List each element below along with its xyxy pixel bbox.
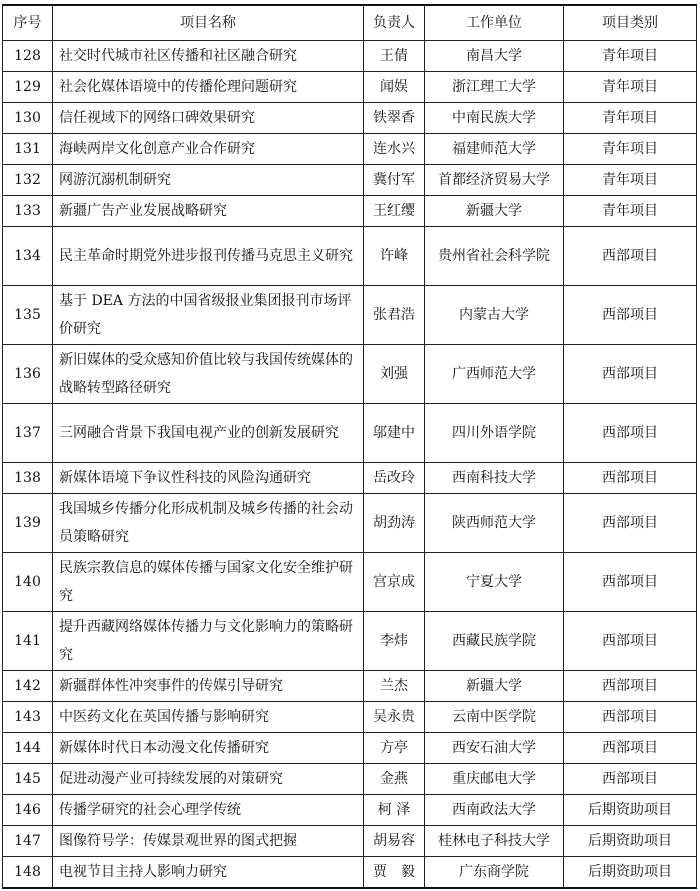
table-row: [3, 41, 697, 72]
row-num: 141: [3, 612, 53, 671]
row-unit: 桂林电子科技大学: [425, 826, 564, 857]
table-row: [3, 463, 697, 494]
row-unit: 中南民族大学: [425, 103, 564, 134]
row-unit: 西南政法大学: [425, 795, 564, 826]
row-unit: 重庆邮电大学: [425, 764, 564, 795]
table-row: [3, 553, 697, 612]
row-num: 139: [3, 494, 53, 553]
row-title: 三网融合背景下我国电视产业的创新发展研究: [53, 404, 364, 463]
table-row: [3, 134, 697, 165]
table-header: [3, 5, 697, 41]
row-unit: 陕西师范大学: [425, 494, 564, 553]
row-unit: 广西师范大学: [425, 345, 564, 404]
row-unit: 广东商学院: [425, 857, 564, 888]
row-person: 刘强: [364, 345, 425, 404]
row-unit: 宁夏大学: [425, 553, 564, 612]
header-person: 负责人: [364, 5, 425, 41]
row-title: 中医药文化在英国传播与影响研究: [53, 702, 364, 733]
row-person: 冀付军: [364, 165, 425, 196]
row-unit: 贵州省社会科学院: [425, 227, 564, 286]
row-category: 青年项目: [564, 196, 697, 227]
row-person: 王红缨: [364, 196, 425, 227]
row-num: 132: [3, 165, 53, 196]
row-num: 145: [3, 764, 53, 795]
table-row: [3, 702, 697, 733]
row-num: 136: [3, 345, 53, 404]
header-unit: 工作单位: [425, 5, 564, 41]
row-category: 青年项目: [564, 41, 697, 72]
table-row: [3, 612, 697, 671]
row-category: 西部项目: [564, 612, 697, 671]
table-body: [3, 41, 697, 888]
row-unit: 四川外语学院: [425, 404, 564, 463]
row-num: 134: [3, 227, 53, 286]
row-person: 连水兴: [364, 134, 425, 165]
row-num: 137: [3, 404, 53, 463]
row-title: 网游沉溺机制研究: [53, 165, 364, 196]
row-unit: 南昌大学: [425, 41, 564, 72]
row-person: 铁翠香: [364, 103, 425, 134]
row-unit: 新疆大学: [425, 196, 564, 227]
row-category: 西部项目: [564, 404, 697, 463]
row-person: 宫京成: [364, 553, 425, 612]
row-category: 西部项目: [564, 286, 697, 345]
row-person: 方亭: [364, 733, 425, 764]
row-title: 信任视域下的网络口碑效果研究: [53, 103, 364, 134]
row-category: 青年项目: [564, 103, 697, 134]
row-num: 133: [3, 196, 53, 227]
row-category: 西部项目: [564, 345, 697, 404]
row-title: 社会化媒体语境中的传播伦理问题研究: [53, 72, 364, 103]
row-person: 胡劲涛: [364, 494, 425, 553]
row-unit: 西安石油大学: [425, 733, 564, 764]
row-num: 142: [3, 671, 53, 702]
row-title: 新疆群体性冲突事件的传媒引导研究: [53, 671, 364, 702]
table-row: [3, 72, 697, 103]
table-row: [3, 286, 697, 345]
row-category: 西部项目: [564, 764, 697, 795]
row-num: 135: [3, 286, 53, 345]
row-title: 社交时代城市社区传播和社区融合研究: [53, 41, 364, 72]
row-person: 李炜: [364, 612, 425, 671]
row-unit: 云南中医学院: [425, 702, 564, 733]
row-category: 西部项目: [564, 494, 697, 553]
row-title: 促进动漫产业可持续发展的对策研究: [53, 764, 364, 795]
row-category: 后期资助项目: [564, 795, 697, 826]
row-num: 146: [3, 795, 53, 826]
table-row: [3, 227, 697, 286]
table-row: [3, 196, 697, 227]
row-person: 贾 毅: [364, 857, 425, 888]
row-title: 基于 DEA 方法的中国省级报业集团报刊市场评价研究: [53, 286, 364, 345]
row-title: 新疆广告产业发展战略研究: [53, 196, 364, 227]
table-row: [3, 494, 697, 553]
row-person: 金燕: [364, 764, 425, 795]
row-person: 胡易容: [364, 826, 425, 857]
table-row: [3, 826, 697, 857]
row-person: 邬建中: [364, 404, 425, 463]
row-title: 图像符号学：传媒景观世界的图式把握: [53, 826, 364, 857]
row-unit: 新疆大学: [425, 671, 564, 702]
row-title: 民主革命时期党外进步报刊传播马克思主义研究: [53, 227, 364, 286]
row-person: 柯 泽: [364, 795, 425, 826]
row-title: 电视节目主持人影响力研究: [53, 857, 364, 888]
row-title: 传播学研究的社会心理学传统: [53, 795, 364, 826]
header-num: 序号: [3, 5, 53, 41]
row-category: 青年项目: [564, 72, 697, 103]
row-title: 海峡两岸文化创意产业合作研究: [53, 134, 364, 165]
row-person: 岳改玲: [364, 463, 425, 494]
row-unit: 内蒙古大学: [425, 286, 564, 345]
row-num: 143: [3, 702, 53, 733]
header-category: 项目类别: [564, 5, 697, 41]
row-person: 张君浩: [364, 286, 425, 345]
row-unit: 西藏民族学院: [425, 612, 564, 671]
table-row: [3, 671, 697, 702]
table-row: [3, 345, 697, 404]
row-unit: 首都经济贸易大学: [425, 165, 564, 196]
table-row: [3, 764, 697, 795]
table-row: [3, 733, 697, 764]
table-row: [3, 103, 697, 134]
row-person: 王倩: [364, 41, 425, 72]
row-num: 128: [3, 41, 53, 72]
row-num: 144: [3, 733, 53, 764]
row-category: 西部项目: [564, 553, 697, 612]
row-title: 民族宗教信息的媒体传播与国家文化安全维护研究: [53, 553, 364, 612]
table-row: [3, 165, 697, 196]
row-category: 西部项目: [564, 671, 697, 702]
row-title: 新旧媒体的受众感知价值比较与我国传统媒体的战略转型路径研究: [53, 345, 364, 404]
header-title: 项目名称: [53, 5, 364, 41]
row-category: 后期资助项目: [564, 857, 697, 888]
table-row: [3, 404, 697, 463]
table-row: [3, 795, 697, 826]
row-num: 131: [3, 134, 53, 165]
project-table: [2, 4, 697, 889]
row-unit: 浙江理工大学: [425, 72, 564, 103]
row-num: 140: [3, 553, 53, 612]
row-person: 兰杰: [364, 671, 425, 702]
row-person: 吴永贵: [364, 702, 425, 733]
row-num: 129: [3, 72, 53, 103]
row-unit: 西南科技大学: [425, 463, 564, 494]
row-title: 提升西藏网络媒体传播力与文化影响力的策略研究: [53, 612, 364, 671]
row-title: 新媒体语境下争议性科技的风险沟通研究: [53, 463, 364, 494]
row-title: 新媒体时代日本动漫文化传播研究: [53, 733, 364, 764]
table-row: [3, 857, 697, 888]
row-num: 138: [3, 463, 53, 494]
row-num: 130: [3, 103, 53, 134]
row-category: 后期资助项目: [564, 826, 697, 857]
row-person: 闻娱: [364, 72, 425, 103]
row-category: 青年项目: [564, 134, 697, 165]
row-unit: 福建师范大学: [425, 134, 564, 165]
row-category: 青年项目: [564, 165, 697, 196]
row-person: 许峰: [364, 227, 425, 286]
row-category: 西部项目: [564, 227, 697, 286]
row-title: 我国城乡传播分化形成机制及城乡传播的社会动员策略研究: [53, 494, 364, 553]
row-category: 西部项目: [564, 702, 697, 733]
row-num: 147: [3, 826, 53, 857]
row-num: 148: [3, 857, 53, 888]
row-category: 西部项目: [564, 463, 697, 494]
row-category: 西部项目: [564, 733, 697, 764]
